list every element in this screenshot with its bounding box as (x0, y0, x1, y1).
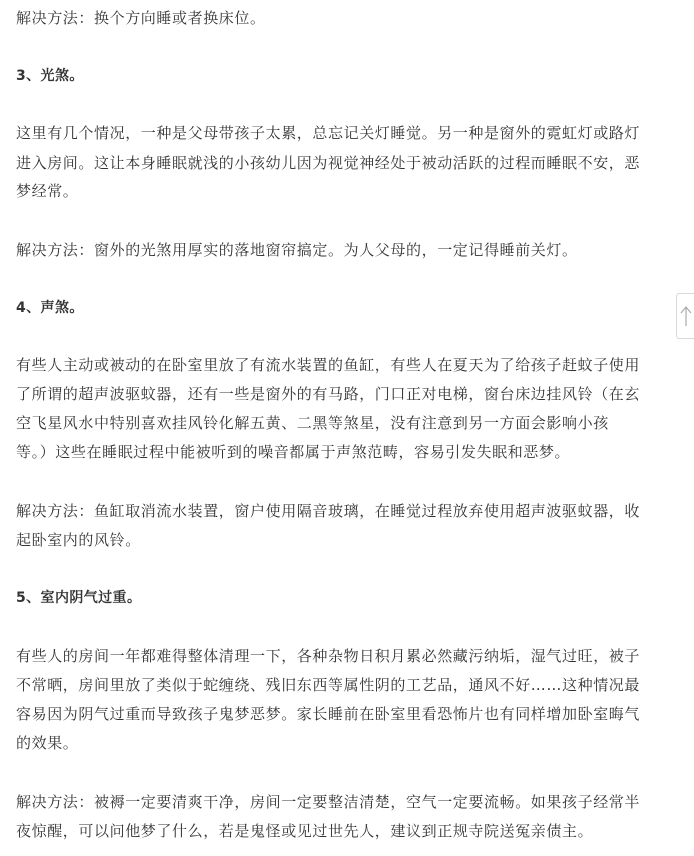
section-heading-yin: 5、室内阴气过重。 (16, 590, 142, 606)
solution-yin-line-2: 夜惊醒，可以问他梦了什么，若是鬼怪或见过世先人，建议到正规寺院送冤亲债主。 (16, 822, 594, 840)
paragraph-yin-line-3: 容易因为阴气过重而导致孩子鬼梦恶梦。家长睡前在卧室里看恐怖片也有同样增加卧室晦气 (16, 705, 641, 723)
arrow-up-icon (680, 304, 692, 328)
section-heading-light: 3、光煞。 (16, 68, 84, 84)
paragraph-light-line-3: 梦经常。 (16, 182, 79, 200)
paragraph-light-line-1: 这里有几个情况，一种是父母带孩子太累，总忘记关灯睡觉。另一种是窗外的霓虹灯或路灯 (16, 124, 641, 142)
paragraph-sound-line-4: 等。）这些在睡眠过程中能被听到的噪音都属于声煞范畴，容易引发失眠和恶梦。 (16, 443, 571, 461)
solution-sound-line-1: 解决方法：鱼缸取消流水装置，窗户使用隔音玻璃，在睡觉过程放弃使用超声波驱蚊器，收 (16, 502, 641, 520)
solution-yin-line-1: 解决方法：被褥一定要清爽干净，房间一定要整洁清楚，空气一定要流畅。如果孩子经常半 (16, 793, 641, 811)
back-to-top-button[interactable] (676, 293, 694, 339)
paragraph-light-line-2: 进入房间。这让本身睡眠就浅的小孩幼儿因为视觉神经处于被动活跃的过程而睡眠不安，恶 (16, 154, 641, 172)
paragraph-yin-line-2: 不常晒，房间里放了类似于蛇缠绕、残旧东西等属性阴的工艺品，通风不好……这种情况最 (16, 676, 641, 694)
paragraph-sound-line-2: 了所谓的超声波驱蚊器，还有一些是窗外的有马路，门口正对电梯，窗台床边挂风铃（在玄 (16, 385, 641, 403)
solution-light-line: 解决方法：窗外的光煞用厚实的落地窗帘搞定。为人父母的，一定记得睡前关灯。 (16, 241, 578, 259)
paragraph-yin-line-4: 的效果。 (16, 734, 79, 752)
paragraph-yin-line-1: 有些人的房间一年都难得整体清理一下，各种杂物日积月累必然藏污纳垢，湿气过旺，被子 (16, 647, 641, 665)
paragraph-sound-line-1: 有些人主动或被动的在卧室里放了有流水装置的鱼缸，有些人在夏天为了给孩子赶蚊子使用 (16, 356, 641, 374)
solution-line-1: 解决方法：换个方向睡或者换床位。 (16, 9, 266, 27)
paragraph-sound-line-3: 空飞星风水中特别喜欢挂风铃化解五黄、二黑等煞星，没有注意到另一方面会影响小孩 (16, 414, 609, 432)
section-heading-sound: 4、声煞。 (16, 300, 84, 316)
solution-sound-line-2: 起卧室内的风铃。 (16, 531, 141, 549)
